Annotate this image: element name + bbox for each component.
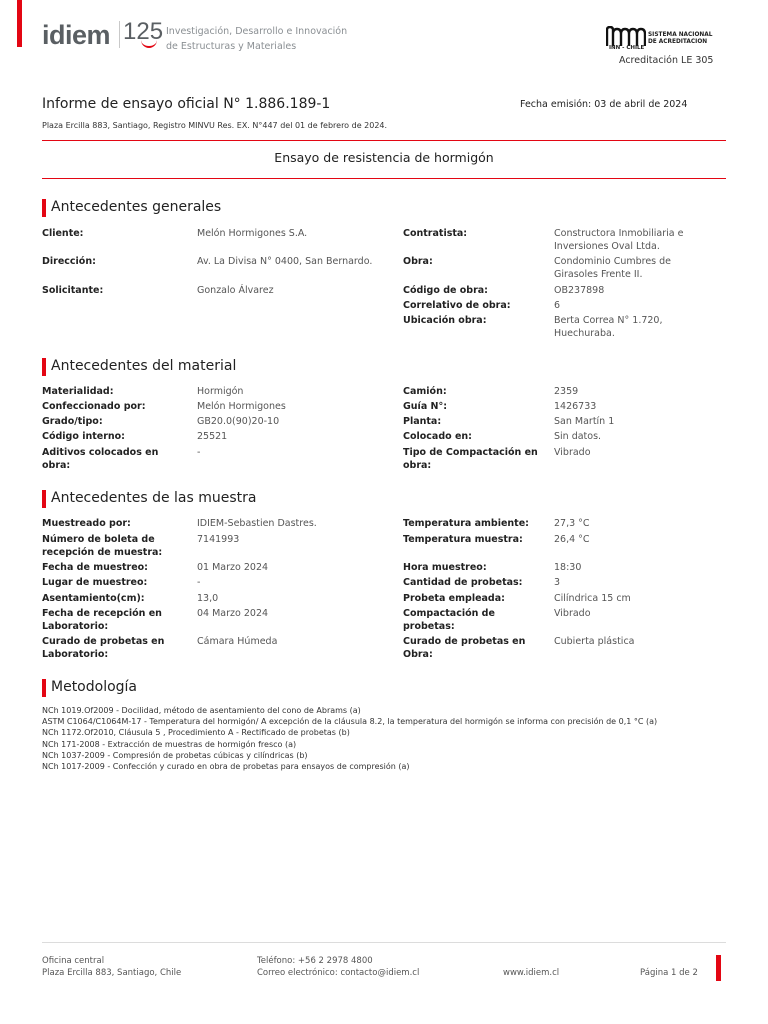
field-value: Vibrado [554,608,591,619]
accreditation-number: Acreditación LE 305 [619,55,714,66]
field-label: Código de obra: [403,285,488,296]
field-value: 6 [554,300,561,311]
field-value: OB237898 [554,285,605,296]
anniversary-logo: 125 [123,18,164,45]
field-value: 3 [554,577,561,588]
field-value: Cilíndrica 15 cm [554,593,631,604]
field-value: 13,0 [197,593,219,604]
field-label: Tipo de Compactación en obra: [403,447,538,471]
methodology-item: NCh 1037-2009 - Compresión de probetas cúbicas y cilíndricas (b) [42,750,308,760]
field-label: Planta: [403,416,442,427]
field-label: Confeccionado por: [42,401,146,412]
methodology-item: ASTM C1064/C1064M-17 - Temperatura del hormigón/ A excepción de la cláusula 8.2, la temperatura del hormigón se informa con precisión de 0,1 °C (a) [42,717,658,727]
field-label: Temperatura ambiente: [403,518,529,529]
methodology-item: NCh 171-2008 - Extracción de muestras de hormigón fresco (a) [42,739,297,749]
field-value: 2359 [554,386,579,397]
field-value: Melón Hormigones [197,401,286,412]
field-value: 27,3 °C [554,518,590,529]
field-value: Av. La Divisa N° 0400, San Bernardo. [197,256,373,267]
field-label: Camión: [403,386,447,397]
top-accent-bar [17,0,22,47]
field-value: 7141993 [197,534,240,545]
field-value: Vibrado [554,447,591,458]
field-value: Gonzalo Álvarez [197,285,274,296]
section-title-samples: Antecedentes de las muestra [51,490,257,506]
footer-office [42,955,181,979]
field-value: - [197,447,201,458]
field-value: San Martín 1 [554,416,615,427]
field-label: Lugar de muestreo: [42,577,148,588]
section-marker [42,358,46,376]
field-value: GB20.0(90)20-10 [197,416,280,427]
field-value: 26,4 °C [554,534,590,545]
inn-chile-label: INN - CHILE [609,45,645,51]
field-value: Cubierta plástica [554,636,635,647]
section-marker [42,199,46,217]
field-value: Berta Correa N° 1.720, Huechuraba. [554,315,663,339]
field-value: IDIEM-Sebastien Dastres. [197,518,317,529]
field-value: 25521 [197,431,228,442]
field-label: Cliente: [42,228,84,239]
methodology-item: NCh 1019.Of2009 - Docilidad, método de asentamiento del cono de Abrams (a) [42,706,361,715]
report-address: Plaza Ercilla 883, Santiago, Registro MINVU Res. EX. N°447 del 01 de febrero de 2024. [42,121,388,130]
field-label: Obra: [403,256,433,267]
footer-office-title: Oficina central [42,956,105,966]
inn-text-line-2: DE ACREDITACION [648,38,708,45]
field-label: Código interno: [42,431,125,442]
field-label: Curado de probetas en Laboratorio: [42,636,165,660]
methodology-item: NCh 1172.Of2010, Cláusula 5 , Procedimiento A - Rectificado de probetas (b) [42,728,350,738]
field-label: Fecha de recepción en Laboratorio: [42,608,162,632]
field-label: Aditivos colocados en obra: [42,447,159,471]
field-label: Número de boleta de recepción de muestra: [42,534,163,558]
field-label: Muestreado por: [42,518,131,529]
footer-email: Correo electrónico: contacto@idiem.cl [257,968,420,978]
field-label: Curado de probetas en Obra: [403,636,526,660]
field-value: Constructora Inmobiliaria e Inversiones Oval Ltda. [554,228,684,252]
field-label: Ubicación obra: [403,315,487,326]
section-title-methodology: Metodología [51,679,138,695]
bottom-accent-bar [716,955,721,981]
inn-text-line-1: SISTEMA NACIONAL [648,32,713,38]
issue-date: Fecha emisión: 03 de abril de 2024 [520,99,688,110]
logo-divider [119,21,120,48]
methodology-list [42,705,692,772]
field-value: Sin datos. [554,431,602,442]
field-label: Asentamiento(cm): [42,593,145,604]
field-label: Colocado en: [403,431,472,442]
company-tagline [166,24,347,54]
section-marker [42,679,46,697]
field-label: Fecha de muestreo: [42,562,148,573]
field-value: 01 Marzo 2024 [197,562,269,573]
divider-top [42,140,726,141]
field-value: Cámara Húmeda [197,636,278,647]
tagline-line-1: Investigación, Desarrollo e Innovación [166,26,348,37]
section-marker [42,490,46,508]
footer-office-address: Plaza Ercilla 883, Santiago, Chile [42,968,182,978]
field-value: 18:30 [554,562,582,573]
idiem-logo: idiem [42,20,111,50]
field-label: Dirección: [42,256,96,267]
page-number: Página 1 de 2 [640,968,698,978]
field-value: Melón Hormigones S.A. [197,228,308,239]
field-label: Grado/tipo: [42,416,103,427]
field-label: Probeta empleada: [403,593,505,604]
field-value: 04 Marzo 2024 [197,608,269,619]
field-value: - [197,577,201,588]
field-label: Correlativo de obra: [403,300,511,311]
field-label: Compactación de probetas: [403,608,495,632]
anniversary-arc [141,38,157,48]
divider-bottom [42,178,726,179]
tagline-line-2: de Estructuras y Materiales [166,41,297,52]
field-label: Materialidad: [42,386,114,397]
field-label: Guía N°: [403,401,448,412]
field-label: Cantidad de probetas: [403,577,523,588]
footer-website[interactable]: www.idiem.cl [503,968,560,978]
field-value: Condominio Cumbres de Girasoles Frente II. [554,256,672,280]
field-value: Hormigón [197,386,244,397]
field-label: Temperatura muestra: [403,534,523,545]
footer-divider [42,942,726,943]
test-title: Ensayo de resistencia de hormigón [274,150,494,165]
inn-accreditation-text [648,32,712,45]
field-label: Hora muestreo: [403,562,487,573]
field-label: Solicitante: [42,285,104,296]
field-label: Contratista: [403,228,468,239]
methodology-item: NCh 1017-2009 - Confección y curado en obra de probetas para ensayos de compresión (a) [42,762,410,772]
footer-phone: Teléfono: +56 2 2978 4800 [257,956,373,966]
section-title-material: Antecedentes del material [51,358,237,374]
footer-contact [257,955,419,979]
report-title: Informe de ensayo oficial N° 1.886.189-1 [42,96,331,112]
section-title-general: Antecedentes generales [51,199,222,215]
field-value: 1426733 [554,401,597,412]
